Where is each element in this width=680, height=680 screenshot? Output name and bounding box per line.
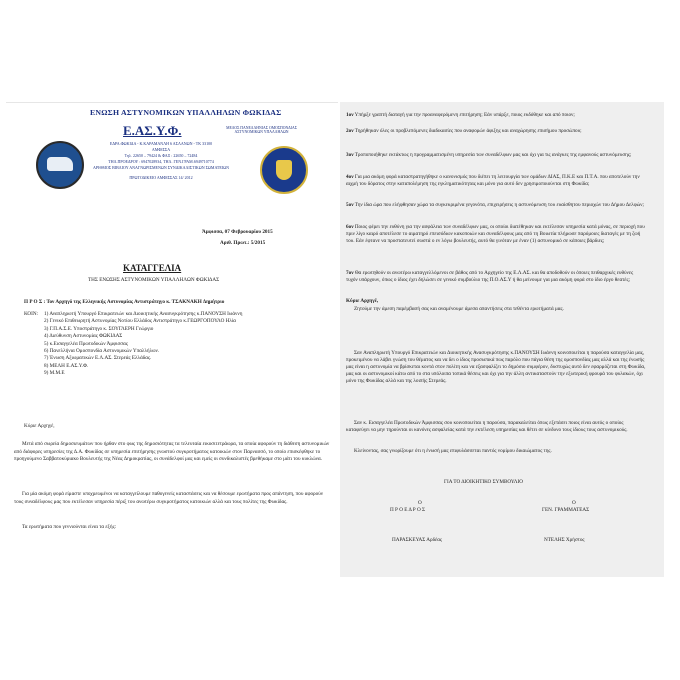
union-logo-icon xyxy=(36,141,84,189)
question-item xyxy=(346,128,646,135)
question-item xyxy=(346,270,646,284)
question-number: 4ον xyxy=(346,174,354,180)
question-text: Την ίδια ώρα που ελήφθησαν χώρα τα συγκεκριμένα γεγονότα, επιχειρήσεις η αστυνόμευση του ευαίσθητου περιοχών του Δήμου Δελφών; xyxy=(354,202,644,208)
document-page-right xyxy=(340,102,664,577)
address-line: ΑΡΙΘΜΟΣ ΒΙΒΛΙΟΥ ΑΝΑΓΝΩΡΙΣΜΕΝΩΝ ΣΥΝΔΙΚΑΛΙΣΤΙΚΩΝ ΣΩΜΑΤΕΙΩΝ xyxy=(93,165,229,170)
greeting: Κύριε Αρχηγέ, xyxy=(24,423,55,429)
question-item xyxy=(346,152,646,159)
signatory-article: Ο xyxy=(418,500,422,506)
copy-recipient: 6) Πανελλήνια Ομοσπονδία Αστυνομικών Υπαλλήλων. xyxy=(44,348,160,355)
document-title: ΚΑΤΑΓΓΕΛΙΑ xyxy=(123,263,182,273)
paragraph: Κλείνοντας, σας γνωρίζουμε ότι η ένωσή μας επιφυλάσσεται παντός νομίμου δικαιώματος της. xyxy=(354,448,552,454)
right-greeting: Κύριε Αρχηγέ, xyxy=(346,298,379,304)
paragraph: Σαν Αναπληρωτή Υπουργό Επικρατειών και Διοικητικής Ανασυγκρότησης κ.ΠΑΝΟΥΣΗ Ιωάννη κοινοποιείται η παρούσα καταγγελία μας, προκειμένου να λάβει γνώση του θέματος και να δει ο ίδιος προσωπικά πως παρόλο που πάγια θέση της ομοσπονδίας μας αλλά και της ένωσής μας είναι η αστυνομία να βρίσκεται κοντά στον πολίτη και να εξασφαλίζει το δημόσιο συμφέρον, δυστυχώς αυτό δεν εφαρμόζεται στη Φωκίδα, μας και οι αστυνομικοί κάτω από το στα υπόλοιπα τοπικά θέσεις και όχι για την άλλη αντικαταστούν την εξωτερική φρουρά του φυλακών, όχι μόνο της Φωκίδας αλλά και της λοιπής Στερεάς. xyxy=(346,350,646,385)
signatory-name-secretary: ΝΤΕΛΗΣ Χρήστος xyxy=(544,537,585,543)
copy-recipient: 7) Ένωση Αξιωματικών Ε.Λ.ΑΣ. Στερεάς Ελλάδας. xyxy=(44,355,152,362)
question-number: 1ον xyxy=(346,112,354,118)
address-line: ΑΜΦΙΣΣΑ xyxy=(151,147,171,152)
federation-emblem-icon xyxy=(260,146,308,194)
question-number: 3ον xyxy=(346,152,354,158)
copy-recipient: 3) Γ.Π.Α.Σ.Ε. Υποστράτηγο κ. ΣΟΥΓΛΕΡΗ Γεώργιο xyxy=(44,325,154,332)
question-number: 7ον xyxy=(346,270,354,276)
signatory-article: Ο xyxy=(572,500,576,506)
question-text: Υπήρξε γραπτή διαταγή για την προαναφερόμενη επιτήρηση; Εάν υπάρξε, ποιος εκδόθηκε και από ποιον; xyxy=(354,112,575,118)
copy-recipient: 2) Γενικό Επιθεωρητή Αστυνομίας Νοτίου Ελλάδος Αντιστράτηγο κ.ΓΕΩΡΓΟΠΟΥΛΟ Ηλία xyxy=(44,318,236,325)
address-line: ΕΔΡΑ:ΦΩΚΙΔΑ - Κ.ΚΑΡΑΜΑΝΛΗ 6 ΑΣΛΑΝΩΝ - ΤΚ 33100 xyxy=(109,141,213,146)
copies-list xyxy=(44,311,242,378)
question-number: 6ον xyxy=(346,224,354,230)
paragraph: Σαν κ. Εισαγγελέα Πρωτοδικών Άμφισσας σου κοινοποιείται η παρούσα, παρακαλείται όπως εξετάσει ποιος είναι αυτός ο οποίος καταφεύγει να μην τηρούνται οι κανόνες ασφαλείας κατά την εκτέλεση υπηρεσίας και θέτει σε κίνδυνο τους ίδιους τους αστυνομικούς. xyxy=(346,420,628,434)
signatory-title-secretary: ΓΕΝ. ΓΡΑΜΜΑΤΕΑΣ xyxy=(542,507,590,513)
paragraph: Ζητούμε την άμεση παρέμβασή σας και αναμένουμε άμεσα απαντήσεις στα τεθέντα ερωτήματά μας. xyxy=(354,306,564,312)
signatory-name-president: ΠΑΡΑΣΚΕΥΑΣ Αρδέας xyxy=(392,537,442,543)
address-line: ΠΡΩΤΟΔΙΚΕΙΟ ΑΜΦΙΣΣΑΣ 14/ 2012 xyxy=(129,175,193,180)
paragraph: Τα ερωτήματα που γεννιούνται είναι τα εξής: xyxy=(22,524,117,530)
paragraph: Για μία ακόμη φορά είμαστε υποχρεωμένοι να καταγγείλουμε παθογενείς καταστάσεις και να θέσουμε ερωτήματα προς απάντηση, που αφορούν τους συναδέλφους μας που εκτέλεσαν υπηρεσία πέριξ του ανωτέρω συγκροτήματος κατοικιών αλλά και τους πολίτες της Φωκίδας. xyxy=(14,491,324,505)
question-text: Τηρήθηκαν όλες οι προβλεπόμενες διαδικασίες που αναφορών άφιξης και αναχώρησης επισήμου προσώπου; xyxy=(354,128,582,134)
question-text: Για μια ακόμη φορά καταστρατηγήθηκε ο κανονισμός που διέπει τη λειτουργία των ομάδων ΔΙΑΣ, Π.Κ.Ε και Π.Τ.Α. που αποτελούν την αιχμή του δόρατος στην καταπολέμηση της εγκληματικότητας και μόνο για αυτό δεν χρησιμοποιούνται στη Φωκίδα; xyxy=(346,174,640,188)
question-item xyxy=(346,174,646,188)
copy-recipient: 8) ΜΕΛΗ Ε.ΑΣ.Υ.Φ. xyxy=(44,362,89,369)
protocol-number: Αριθ. Πρωτ.: 5/2015 xyxy=(220,240,266,246)
org-title: ΕΝΩΣΗ ΑΣΤΥΝΟΜΙΚΩΝ ΥΠΑΛΛΗΛΩΝ ΦΩΚΙΔΑΣ xyxy=(90,108,282,117)
question-text: Ποιος φέρει την ευθύνη για την ασφάλεια των συναδέλφων μας, οι οποίοι διατέθηκαν και εκτέλεσαν υπηρεσία κατά μόνας, σε περιοχή που πριν λίγο καιρό αποτέλεσε το αιματηρό επεισόδιων κακοποιών και συναδέλφους μας από τη Βοιωτία πλήρωσε παρόμοιες διαταγές με τη ζωή του. Εάν έφτανε να προστατευτεί σωστά ο εν λόγω βουλευτής, αυτό θα γινόταν με έναν (1) αστυνομικό σε κάποιες βάρδιες; xyxy=(346,224,645,245)
copy-recipient: 1) Αναπληρωτή Υπουργό Επικρατειών και Διοικητικής Ανασυγκρότησης κ.ΠΑΝΟΥΣΗ Ιωάννη xyxy=(44,311,243,317)
paragraph: Μετά από σωρεία δημοσιευμάτων που ήρθαν στο φως της δημοσιότητας τα τελευταία εικοσιτετράωρα, τα οποία αφορούν τη διάθεση αστυνομικών από διάφορες υπηρεσίες της Δ.Α. Φωκίδας σε υπηρεσία επιτήρησης γνωστού συγκροτήματος κατοικιών στον Παρνασσό, το οποίο επισκέφθηκε το προηγούμενο Σαββατοκύριακο Βουλευτής της Νέας Δημοκρατίας, οι συνάδελφοί μας και εμείς οι συνδικαλιστές βρεθήκαμε στο μάτι του κυκλώνα. xyxy=(14,441,330,463)
question-item xyxy=(346,224,646,245)
copy-recipient: 9) Μ.Μ.Ε xyxy=(44,370,65,377)
copy-recipient: 5) κ.Εισαγγελέα Πρωτοδικών Άμφισσας xyxy=(44,340,128,347)
recipient: Π Ρ Ο Σ : Τον Αρχηγό της Ελληνικής Αστυνομίας Αντιστράτηγο κ. ΤΣΑΚΝΑΚΗ Δημήτριο xyxy=(24,299,225,305)
signatory-title-president: Π Ρ Ο Ε Δ Ρ Ο Σ xyxy=(390,507,426,513)
copies-label: ΚΟΙΝ: xyxy=(24,311,39,317)
copy-recipient: 4) Διεύθυνση Αστυνομίας ΦΩΚΙΔΑΣ xyxy=(44,333,123,340)
question-text: Τροποποιήθηκε εκτάκτως η προγραμματισμένη υπηρεσία των συναδέλφων μας και όχι για τις ανάγκες της εμφανούς αστυνόμευσης; xyxy=(354,152,632,158)
member-of-note: ΜΕΛΟΣ ΠΑΝΕΛΛΗΝΙΑΣ ΟΜΟΣΠΟΝΔΙΑΣ ΑΣΤΥΝΟΜΙΚΩΝ ΥΠΑΛΛΗΛΩΝ xyxy=(226,126,297,135)
question-number: 2ον xyxy=(346,128,354,134)
board-signature-heading: ΓΙΑ ΤΟ ΔΙΟΙΚΗΤΙΚΟ ΣΥΜΒΟΥΛΙΟ xyxy=(444,479,524,485)
document-date: Άμφισσα, 07 Φεβρουαρίου 2015 xyxy=(202,229,273,235)
question-item xyxy=(346,112,646,119)
org-abbreviation: Ε.ΑΣ.Υ.Φ. xyxy=(123,123,182,138)
address-line: Τηλ. 22650 – 79424 & ΦΑΞ : 22650 – 72484 xyxy=(124,153,198,158)
document-page-left xyxy=(6,102,338,578)
question-number: 5ον xyxy=(346,202,354,208)
question-text: Θα ερωτηθούν οι ανωτέρω καταγγελλόμενοι σε βάθος από το Αρχηγείο της Ε.Λ.ΑΣ. και θα αποδοθούν οι όποιες πειθαρχικές ευθύνες τυχόν υπάρχουν, όπως ο ίδιος έχει δηλώσει σε γενικό συμβούλιο της Π.Ο.ΑΣ.Υ ή θα μείνουμε για μια ακόμη φορά στο ίδιο έργο θεατές; xyxy=(346,270,634,284)
address-line: ΤΗΛ.ΠΡΟΕΔΡΟΥ : 6947028934, ΤΗΛ. ΓΕΝ.ΓΡΑΜ.6949710774 xyxy=(108,159,214,164)
document-subtitle: ΤΗΣ ΕΝΩΣΗΣ ΑΣΤΥΝΟΜΙΚΩΝ ΥΠΑΛΛΗΛΩΝ ΦΩΚΙΔΑΣ xyxy=(88,277,220,283)
question-item xyxy=(346,202,646,209)
